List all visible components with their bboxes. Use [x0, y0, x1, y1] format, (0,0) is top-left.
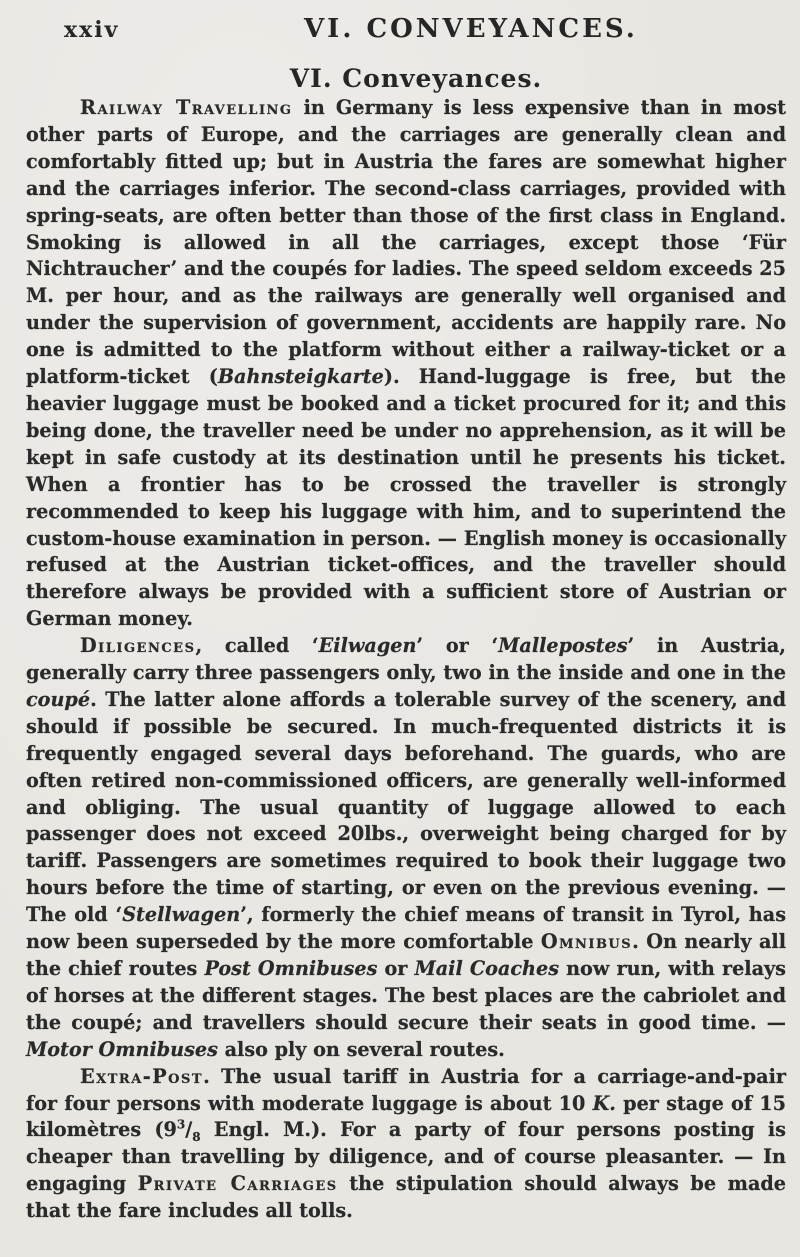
- paragraph-text: in Germany is less expensive than in most other parts of Europe, and the carriages are generally clean and comfortably fitted up; but in Austria the fares are somewhat higher and the carriages inferior. The second-class carriages, provided with spring-seats, are often better than those of the first class in England. Smoking is allowed in all the carriages, except those ‘Für Nichtraucher’ and the coupés for ladies. The speed seldom exceeds 25 M. per hour, and as the railways are generally well organised and under the supervision of government, accidents are happily rare. No one is admitted to the platform without either a railway-ticket or a platform-ticket (: [26, 96, 787, 389]
- fraction-slash: /: [185, 1118, 193, 1142]
- section-title: VI. Conveyances.: [289, 64, 543, 93]
- paragraph-text: the stipulation should always be made that the fare includes all tolls.: [26, 1172, 787, 1223]
- italic-term: Mallepostes: [498, 634, 628, 658]
- running-title: VI. CONVEYANCES.: [304, 14, 638, 44]
- paragraph-text: , called ‘: [195, 634, 319, 658]
- fraction-numerator: 3: [176, 1118, 186, 1133]
- lead-diligences: Diligences: [80, 634, 196, 658]
- paragraph-text: ’ in Austria, generally carry three passengers only, two in the inside and one in the: [26, 634, 786, 685]
- paragraph-text: per stage of 15 kilomètres (9: [26, 1091, 786, 1142]
- paragraph-text: or: [377, 957, 415, 980]
- italic-term: Eilwagen: [318, 634, 417, 658]
- paragraph-railway-travelling: [26, 95, 786, 633]
- lead-extra-post: Extra-Post: [80, 1064, 204, 1088]
- page-number: xxiv: [64, 17, 120, 43]
- paragraph-text: ’ or ‘: [416, 634, 499, 658]
- paragraph-text: ). Hand-luggage is free, but the heavier luggage must be booked and a ticket procured for it; and this being done, the traveller need be under no apprehension, as it will be kept in safe custody at its destination until he presents his ticket. When a frontier has to be crossed the traveller is strongly recommended to keep his luggage with him, and to superintend the custom-house examination in person. — English money is occasionally refused at the Austrian ticket-offices, and the traveller should therefore always be provided with a sufficient store of Austrian or German money.: [26, 365, 787, 631]
- small-caps-term: Omnibus: [540, 930, 633, 954]
- paragraph-text: ’, formerly the chief means of transit in Tyrol, has now been superseded by the more comfortable: [26, 903, 786, 954]
- paragraph-diligences: [26, 633, 786, 1064]
- italic-term: Bahnsteigkarte: [217, 365, 384, 389]
- italic-term: Stellwagen: [122, 903, 241, 927]
- paragraph-text: Engl. M.). For a party of four persons posting is cheaper than travelling by diligence, and of course pleasanter. — In engaging: [26, 1118, 786, 1196]
- paragraph-text: . The latter alone affords a tolerable survey of the scenery, and should if possible be secured. In much-frequented districts it is frequently engaged several days beforehand. The guards, who are often retired non-commissioned officers, are generally well-informed and obliging. The usual quantity of luggage allowed to each passenger does not exceed 20lbs., overweight being charged for by tariff. Passengers are sometimes required to book their luggage two hours before the time of starting, or even on the previous evening. — The old ‘: [26, 687, 786, 927]
- small-caps-term: Private Carriages: [137, 1172, 338, 1196]
- italic-term: coupé: [26, 687, 91, 711]
- italic-term: K.: [592, 1091, 616, 1115]
- paragraph-text: . On nearly all the chief routes: [26, 930, 786, 980]
- fraction-denominator: 8: [192, 1130, 201, 1145]
- italic-term: Post Omnibuses: [204, 957, 378, 980]
- paragraph-extra-post: [26, 1064, 786, 1225]
- italic-term: Motor Omnibuses: [26, 1037, 218, 1061]
- lead-railway-travelling: Railway Travelling: [80, 96, 293, 119]
- italic-term: Mail Coaches: [414, 957, 559, 980]
- running-head: [26, 14, 786, 60]
- paragraph-text: . The usual tariff in Austria for a carriage-and-pair for four persons with moderate luggage is about 10: [26, 1064, 786, 1115]
- paragraph-text: also ply on several routes.: [217, 1037, 505, 1061]
- paragraph-text: now run, with relays of horses at the different stages. The best places are the cabriolet and the coupé; and travellers should secure their seats in good time. —: [26, 957, 786, 1034]
